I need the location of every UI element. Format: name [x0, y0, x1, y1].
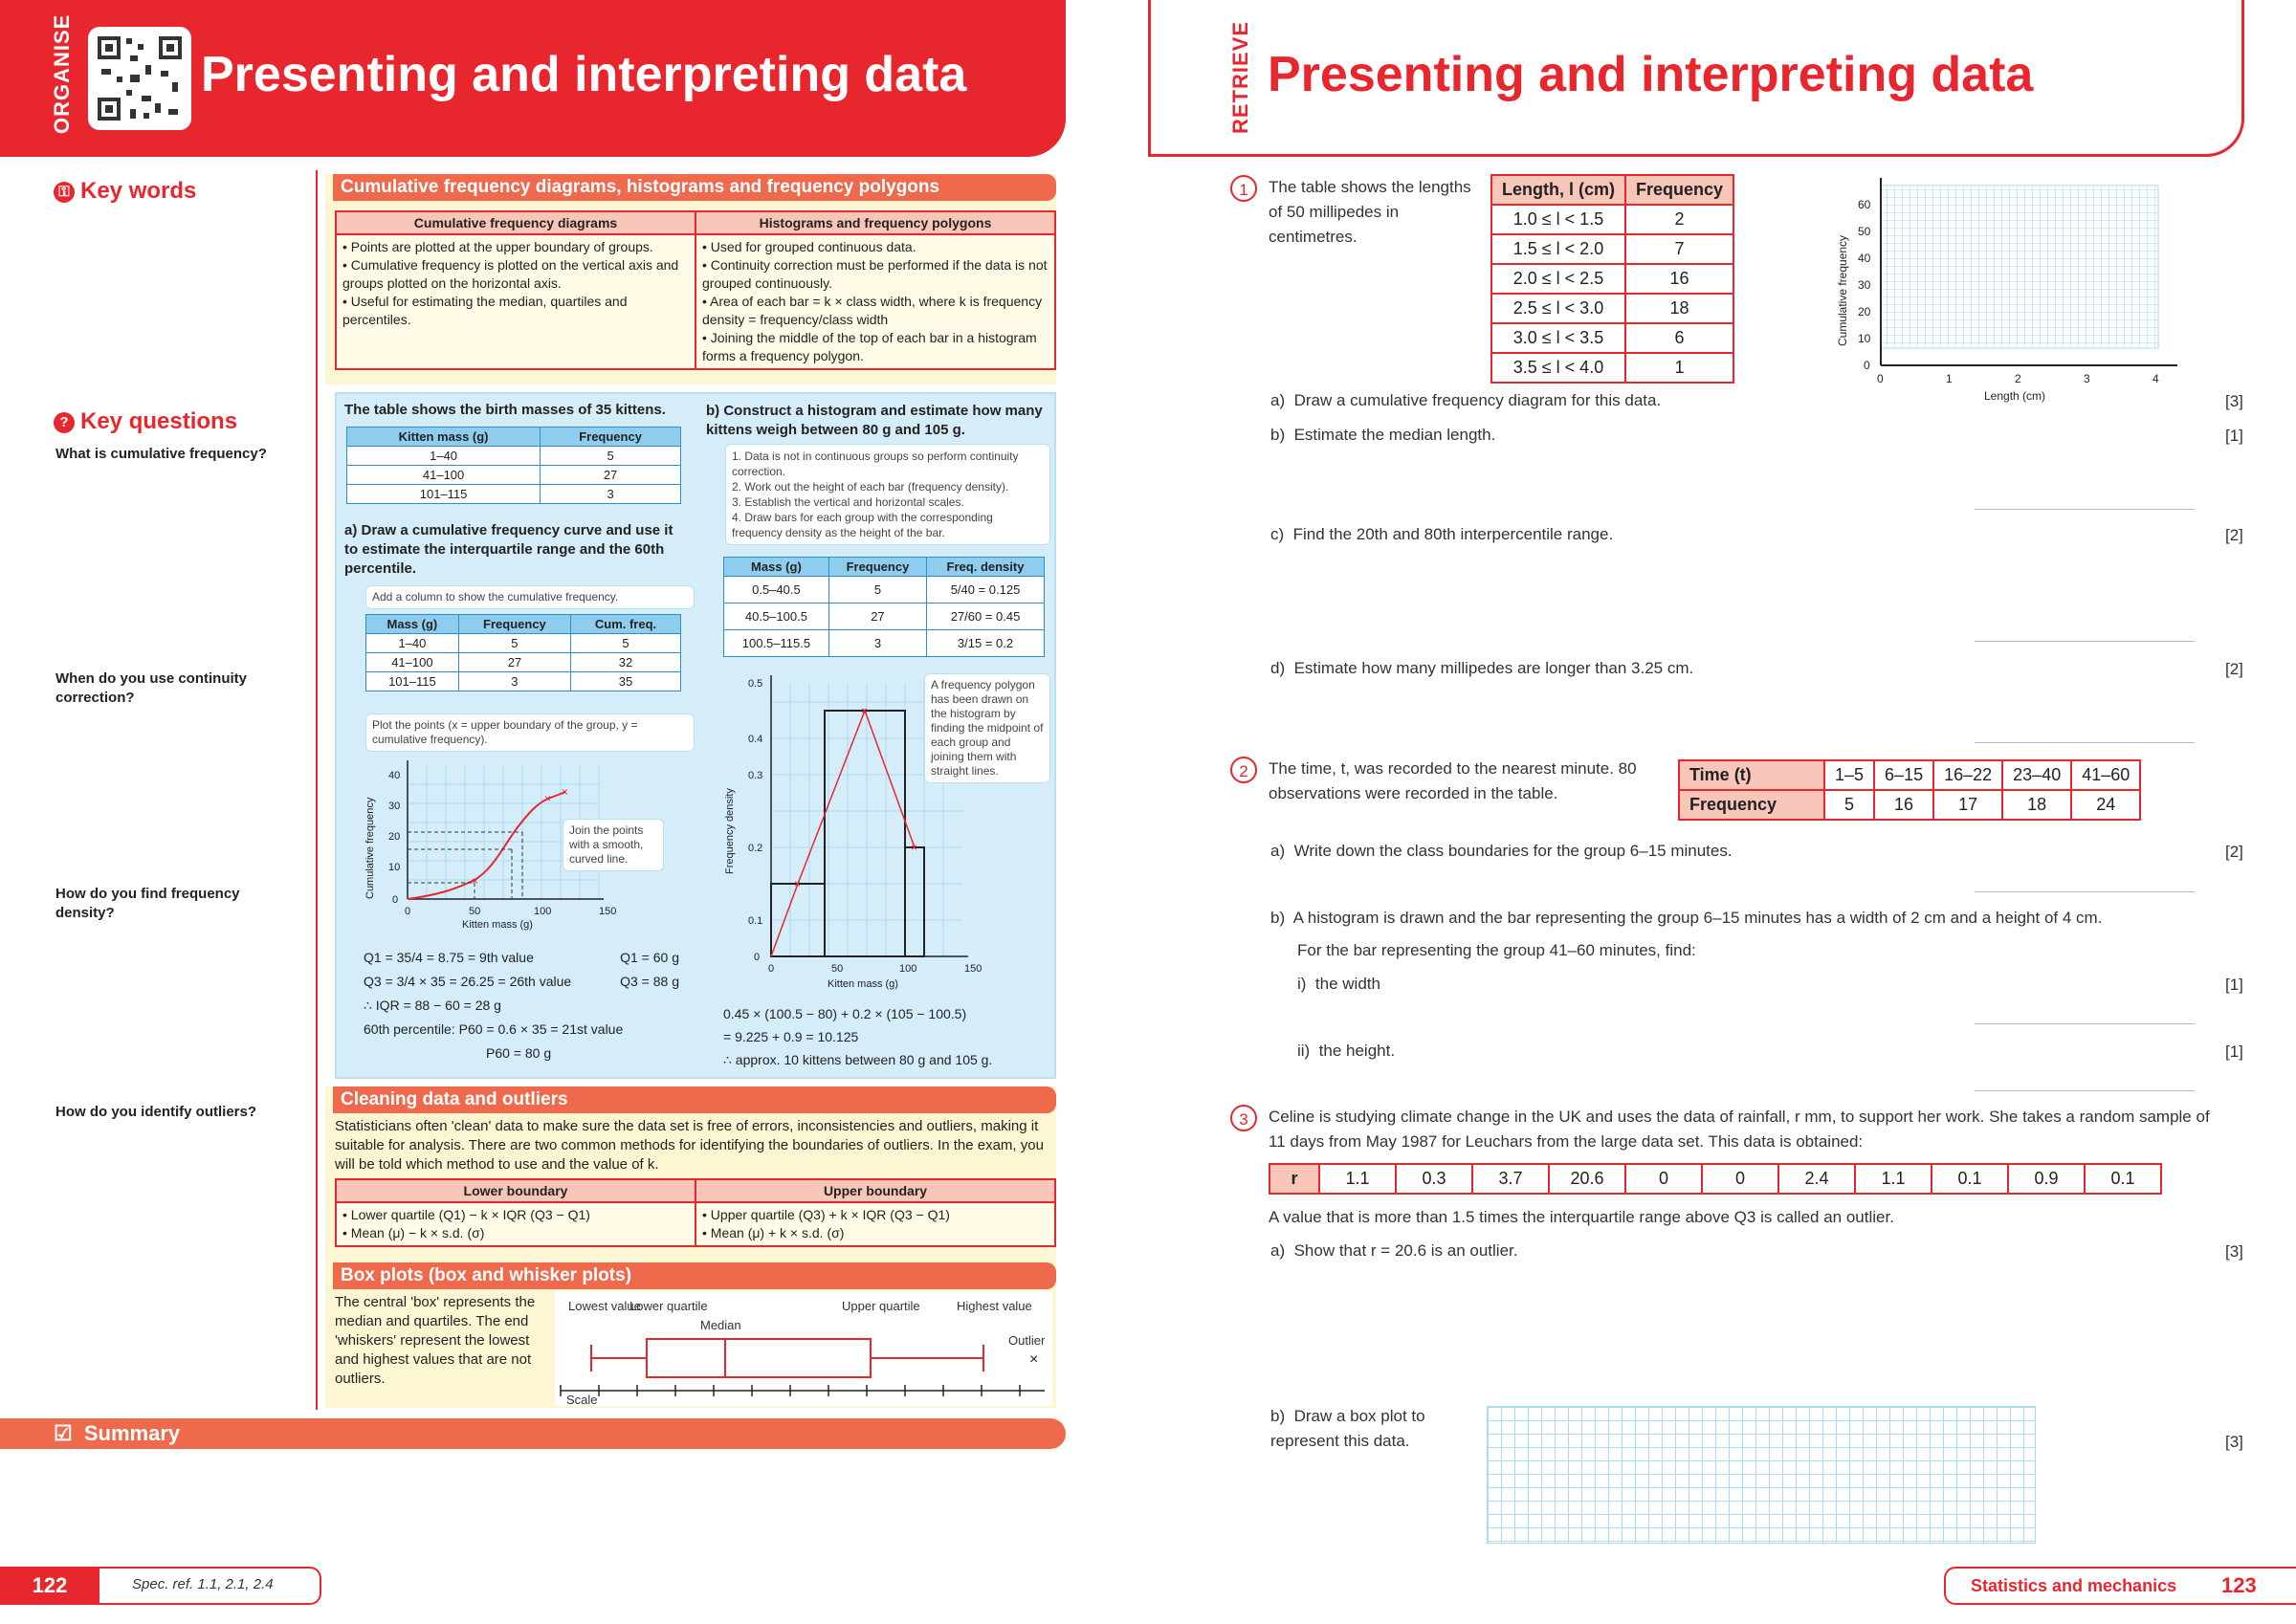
answer-line[interactable] — [1975, 742, 2195, 743]
outlier-definition: A value that is more than 1.5 times the interquartile range above Q3 is called an outlier. — [1269, 1208, 1894, 1226]
table-cell: 16–22 — [1933, 760, 2002, 790]
q1-answer-grid[interactable] — [1833, 174, 2187, 413]
marks: [3] — [2225, 392, 2243, 410]
page-number-left: 122 — [0, 1567, 99, 1605]
right-footer — [1944, 1567, 2296, 1605]
table-cell: 2.0 ≤ l < 2.5 — [1491, 264, 1625, 294]
question-3-number: 3 — [1230, 1105, 1257, 1131]
table-head: Frequency — [1625, 175, 1733, 205]
hist-point-2: • Continuity correction must be performed if the data is not grouped continuously. — [702, 257, 1048, 291]
grid-xtick: 4 — [2152, 372, 2159, 385]
grid-ytick: 20 — [1858, 305, 1871, 318]
work-line: = 9.225 + 0.9 = 10.125 — [723, 1029, 859, 1044]
table-head: Length, l (cm) — [1491, 175, 1625, 205]
answer-line[interactable] — [1975, 509, 2195, 510]
spec-ref: Spec. ref. 1.1, 2.1, 2.4 — [132, 1576, 274, 1592]
example-intro: The table shows the birth masses of 35 kittens. — [344, 402, 666, 418]
table-cell: 1 — [1625, 353, 1733, 383]
key-icon: ⚿ — [54, 182, 75, 203]
table-cell: 41–100 — [366, 653, 459, 672]
upper-rule-2: • Mean (μ) + k × s.d. (σ) — [702, 1225, 845, 1240]
part-text: the height. — [1318, 1042, 1396, 1060]
hist-ytick: 0.2 — [748, 843, 763, 854]
answer-line[interactable] — [1975, 1023, 2195, 1024]
work-line: ∴ IQR = 88 − 60 = 28 g — [364, 998, 501, 1013]
table-cell: 1.5 ≤ l < 2.0 — [1491, 234, 1625, 264]
part-text: Estimate the median length. — [1293, 426, 1496, 444]
answer-line[interactable] — [1975, 891, 2195, 892]
part-label: i) — [1297, 975, 1307, 993]
boxplot-diagram — [555, 1291, 1052, 1406]
cf-ytick: 40 — [388, 770, 401, 781]
work-line: 0.45 × (100.5 − 80) + 0.2 × (105 − 100.5) — [723, 1006, 967, 1021]
table-cell: 5 — [828, 577, 926, 604]
table-head: Cum. freq. — [571, 615, 681, 634]
table-cell: 41–100 — [347, 466, 541, 485]
part-text: Draw a box plot to represent this data. — [1270, 1407, 1425, 1450]
grid-xtick: 0 — [1877, 372, 1884, 385]
cf-section-bar: Cumulative frequency diagrams, histograms and frequency polygons — [333, 174, 1056, 201]
section-name: Statistics and mechanics — [1971, 1576, 2177, 1595]
q1-part-b — [1270, 423, 1495, 448]
table-cell: 3.5 ≤ l < 4.0 — [1491, 353, 1625, 383]
marks: [2] — [2225, 660, 2243, 678]
part-text: Write down the class boundaries for the group 6–15 minutes. — [1293, 842, 1733, 860]
hist-point-1: • Used for grouped continuous data. — [702, 239, 916, 254]
worked-answer-b — [723, 1002, 1049, 1071]
table-head: Freq. density — [927, 558, 1045, 577]
hist-xlabel: Kitten mass (g) — [828, 978, 898, 990]
lower-rule-2: • Mean (μ) − k × s.d. (σ) — [342, 1225, 485, 1240]
cf-xtick: 100 — [534, 906, 552, 917]
grid-ytick: 60 — [1858, 198, 1871, 211]
kitten-table — [346, 427, 681, 504]
table-cell: 27/60 = 0.45 — [927, 604, 1045, 630]
table-cell: 7 — [1625, 234, 1733, 264]
hist-ylabel: Frequency density — [724, 788, 736, 874]
cf-xtick: 50 — [469, 906, 481, 917]
table-cell: 18 — [1625, 294, 1733, 323]
upper-boundary-head: Upper boundary — [695, 1179, 1055, 1202]
table-cell: 1–5 — [1824, 760, 1874, 790]
table-cell: 0.5–40.5 — [724, 577, 829, 604]
table-cell: 0.9 — [2008, 1164, 2085, 1194]
grid-ytick: 30 — [1858, 278, 1871, 292]
key-question-2: When do you use continuity correction? — [55, 670, 247, 706]
table-cell: 5 — [571, 634, 681, 653]
note-plot-points: Plot the points (x = upper boundary of the group, y = cumulative frequency). — [365, 713, 695, 752]
hist-xtick: 50 — [831, 963, 844, 975]
table-cell: 5 — [458, 634, 570, 653]
work-line: ∴ approx. 10 kittens between 80 g and 105 g. — [723, 1052, 993, 1067]
table-cell: 18 — [2002, 790, 2071, 820]
left-page-title: Presenting and interpreting data — [201, 47, 967, 102]
table-cell: 17 — [1933, 790, 2002, 820]
key-words-heading: ⚿ Key words — [54, 178, 196, 205]
work-line: Q1 = 35/4 = 8.75 = 9th value — [364, 950, 534, 965]
table-cell: 3/15 = 0.2 — [927, 630, 1045, 657]
cf-compare-table — [335, 210, 1056, 370]
boxplot-text: The central 'box' represents the median and quartiles. The end 'whiskers' represent the lowest and highest values that are not outliers. — [335, 1294, 536, 1387]
label-highest-value: Highest value — [957, 1299, 1032, 1313]
note-frequency-polygon: A frequency polygon has been drawn on the histogram by finding the midpoint of each group and joining them with straight lines. — [924, 673, 1050, 783]
note-join-points: Join the points with a smooth, curved line. — [563, 819, 664, 871]
table-cell: 5 — [1824, 790, 1874, 820]
grid-xtick: 3 — [2084, 372, 2090, 385]
q2-part-bi — [1297, 972, 1380, 997]
svg-text:×: × — [911, 841, 918, 854]
part-text: Show that r = 20.6 is an outlier. — [1293, 1241, 1518, 1260]
table-cell: 27 — [828, 604, 926, 630]
table-head: Frequency — [458, 615, 570, 634]
table-cell: 5/40 = 0.125 — [927, 577, 1045, 604]
boxplot-answer-grid[interactable] — [1487, 1406, 2036, 1544]
q2-part-b-text2: For the bar representing the group 41–60 minutes, find: — [1297, 941, 1696, 959]
time-frequency-table — [1678, 759, 2141, 821]
question-b: b) Construct a histogram and estimate how many kittens weigh between 80 g and 105 g. — [706, 403, 1043, 438]
table-head: Time (t) — [1679, 760, 1824, 790]
table-cell: 23–40 — [2002, 760, 2071, 790]
table-cell: 1–40 — [366, 634, 459, 653]
hist-point-3: • Area of each bar = k × class width, where k is frequency density = frequency/class width — [702, 294, 1043, 327]
table-head: Frequency — [1679, 790, 1824, 820]
cf-ytick: 30 — [388, 801, 401, 812]
label-lower-quartile: Lower quartile — [629, 1299, 708, 1313]
cf-point-1: • Points are plotted at the upper boundary of groups. — [342, 239, 653, 254]
right-page-title: Presenting and interpreting data — [1268, 47, 2034, 102]
table-head: Mass (g) — [724, 558, 829, 577]
step-1: 1. Data is not in continuous groups so perform continuity correction. — [732, 450, 1019, 478]
table-cell: 0.3 — [1396, 1164, 1472, 1194]
table-cell: 41–60 — [2071, 760, 2140, 790]
table-cell: 32 — [571, 653, 681, 672]
table-cell: 101–115 — [347, 485, 541, 504]
answer-line[interactable] — [1975, 641, 2195, 642]
cf-ytick: 0 — [392, 894, 399, 906]
cf-ytick: 20 — [388, 831, 401, 843]
svg-text:×: × — [861, 704, 869, 717]
q1-part-d — [1270, 656, 1693, 681]
q2-part-b — [1270, 906, 2102, 931]
table-cell: 1.1 — [1855, 1164, 1932, 1194]
grid-xlabel: Length (cm) — [1984, 389, 2046, 403]
work-line: Q1 = 60 g — [620, 950, 679, 965]
part-label: b) — [1270, 1407, 1286, 1425]
q3-part-a — [1270, 1239, 1517, 1263]
q3-part-b — [1270, 1404, 1462, 1454]
cleaning-text: Statisticians often 'clean' data to make sure the data set is free of errors, inconsistencies and outliers, making it suitable for analysis. There are two common methods for identifying the boundaries of outliers. In the exam, you will be told which method to use and the value of k. — [335, 1118, 1044, 1173]
step-3: 3. Establish the vertical and horizontal scales. — [732, 495, 964, 509]
qr-code-icon[interactable] — [88, 27, 191, 130]
marks: [3] — [2225, 1242, 2243, 1261]
cleaning-section-bar: Cleaning data and outliers — [333, 1086, 1056, 1113]
label-outlier: Outlier — [1008, 1333, 1046, 1348]
work-line: P60 = 80 g — [486, 1045, 552, 1061]
hist-ytick: 0 — [754, 952, 761, 963]
cf-xtick: 150 — [599, 906, 617, 917]
table-cell: 3 — [828, 630, 926, 657]
cf-xtick: 0 — [405, 906, 411, 917]
table-cell: 3.0 ≤ l < 3.5 — [1491, 323, 1625, 353]
kitten-table-head: Kitten mass (g) — [347, 428, 541, 447]
table-cell: 5 — [541, 447, 681, 466]
hist-ytick: 0.3 — [748, 770, 763, 781]
table-cell: 2 — [1625, 205, 1733, 234]
table-cell: 0.1 — [2085, 1164, 2161, 1194]
step-2: 2. Work out the height of each bar (frequency density). — [732, 480, 1009, 494]
summary-bar[interactable] — [0, 1418, 1066, 1449]
table-cell: 16 — [1874, 790, 1933, 820]
cf-ylabel: Cumulative frequency — [364, 797, 376, 899]
q2-part-bii — [1297, 1039, 1395, 1064]
part-text: the width — [1314, 975, 1380, 993]
part-label: a) — [1270, 391, 1286, 409]
table-cell: 27 — [541, 466, 681, 485]
lower-boundary-head: Lower boundary — [336, 1179, 695, 1202]
part-label: b) — [1270, 909, 1286, 927]
grid-ylabel: Cumulative frequency — [1836, 234, 1849, 346]
cf-xlabel: Kitten mass (g) — [462, 919, 533, 931]
freq-density-table — [723, 557, 1045, 657]
table-cell: 1–40 — [347, 447, 541, 466]
grid-xtick: 2 — [2015, 372, 2021, 385]
table-head: Frequency — [828, 558, 926, 577]
grid-ytick: 10 — [1858, 332, 1871, 345]
upper-rule-1: • Upper quartile (Q3) + k × IQR (Q3 − Q1) — [702, 1207, 950, 1222]
cf-col1-head: Cumulative frequency diagrams — [336, 211, 695, 234]
millipede-table — [1490, 174, 1734, 384]
hist-point-4: • Joining the middle of the top of each bar in a histogram forms a frequency polygon. — [702, 330, 1037, 363]
boundary-table — [335, 1178, 1056, 1247]
cf-ytick: 10 — [388, 862, 401, 873]
svg-text:×: × — [794, 877, 802, 890]
label-median: Median — [700, 1318, 741, 1332]
part-label: b) — [1270, 426, 1286, 444]
table-cell: 3 — [458, 672, 570, 691]
cumfreq-table — [365, 614, 681, 691]
hist-xtick: 150 — [964, 963, 982, 975]
key-questions-heading: ? Key questions — [54, 408, 237, 435]
work-line: 60th percentile: P60 = 0.6 × 35 = 21st value — [364, 1021, 624, 1037]
table-head: r — [1269, 1164, 1319, 1194]
table-cell: 101–115 — [366, 672, 459, 691]
question-1-number: 1 — [1230, 175, 1257, 202]
hist-xtick: 100 — [899, 963, 917, 975]
table-cell: 2.5 ≤ l < 3.0 — [1491, 294, 1625, 323]
label-upper-quartile: Upper quartile — [842, 1299, 920, 1313]
grid-ytick: 50 — [1858, 225, 1871, 238]
work-line: Q3 = 88 g — [620, 974, 679, 989]
part-text: A histogram is drawn and the bar representing the group 6–15 minutes has a width of 2 cm and a height of 4 cm. — [1292, 909, 2103, 927]
table-cell: 20.6 — [1549, 1164, 1625, 1194]
table-cell: 24 — [2071, 790, 2140, 820]
answer-line[interactable] — [1975, 1090, 2195, 1091]
table-cell: 0.1 — [1932, 1164, 2008, 1194]
question-icon: ? — [54, 412, 75, 433]
table-cell: 6 — [1625, 323, 1733, 353]
hist-ytick: 0.4 — [748, 734, 763, 745]
worked-answer-a — [364, 949, 679, 1063]
table-cell: 1.0 ≤ l < 1.5 — [1491, 205, 1625, 234]
column-divider — [316, 170, 318, 1410]
check-icon: ☑ — [54, 1421, 73, 1445]
part-label: a) — [1270, 1241, 1286, 1260]
boxplot-section-bar: Box plots (box and whisker plots) — [333, 1262, 1056, 1289]
part-label: d) — [1270, 659, 1286, 677]
table-cell: 16 — [1625, 264, 1733, 294]
step-4: 4. Draw bars for each group with the corresponding frequency density as the height of the bar. — [732, 511, 993, 539]
left-footer — [0, 1567, 321, 1605]
table-cell: 3.7 — [1472, 1164, 1549, 1194]
table-head: Mass (g) — [366, 615, 459, 634]
question-2-text: The time, t, was recorded to the nearest minute. 80 observations were recorded in the table. — [1269, 759, 1637, 802]
marks: [3] — [2225, 1433, 2243, 1451]
table-cell: 27 — [458, 653, 570, 672]
cf-point-2: • Cumulative frequency is plotted on the vertical axis and groups plotted on the horizontal axis. — [342, 257, 679, 291]
part-label: ii) — [1297, 1042, 1311, 1060]
page-number-right: 123 — [2221, 1573, 2257, 1597]
lower-rule-1: • Lower quartile (Q1) − k × IQR (Q3 − Q1) — [342, 1207, 590, 1222]
table-cell: 0 — [1702, 1164, 1778, 1194]
key-question-3: How do you find frequency density? — [55, 886, 240, 921]
q1-part-a — [1270, 388, 1661, 413]
table-cell: 100.5–115.5 — [724, 630, 829, 657]
table-cell: 35 — [571, 672, 681, 691]
hist-ytick: 0.1 — [748, 915, 763, 927]
q1-part-c — [1270, 522, 1613, 547]
table-cell: 0 — [1625, 1164, 1702, 1194]
label-lowest-value: Lowest value — [568, 1299, 641, 1313]
grid-ytick: 40 — [1858, 252, 1871, 265]
note-add-column: Add a column to show the cumulative frequency. — [365, 585, 695, 609]
hist-ytick: 0.5 — [748, 678, 763, 690]
marks: [2] — [2225, 526, 2243, 544]
marks: [1] — [2225, 427, 2243, 445]
part-text: Draw a cumulative frequency diagram for this data. — [1293, 391, 1662, 409]
svg-text:×: × — [1029, 1351, 1039, 1368]
svg-text:×: × — [472, 874, 479, 888]
summary-label: Summary — [83, 1421, 181, 1445]
key-question-1: What is cumulative frequency? — [55, 446, 267, 462]
part-text: Estimate how many millipedes are longer than 3.25 cm. — [1293, 659, 1694, 677]
histogram-steps — [725, 444, 1050, 545]
q2-part-a — [1270, 839, 1733, 864]
kitten-table-head: Frequency — [541, 428, 681, 447]
marks: [1] — [2225, 976, 2243, 994]
marks: [1] — [2225, 1042, 2243, 1061]
svg-text:×: × — [544, 792, 552, 805]
table-cell: 3 — [541, 485, 681, 504]
grid-xtick: 1 — [1946, 372, 1953, 385]
part-label: a) — [1270, 842, 1286, 860]
question-3-text: Celine is studying climate change in the UK and uses the data of rainfall, r mm, to support her work. She takes a random sample of 11 days from May 1987 for Leuchars from the large data set. This data is obtained: — [1269, 1108, 2210, 1151]
question-2-number: 2 — [1230, 757, 1257, 783]
question-1-text: The table shows the lengths of 50 millipedes in centimetres. — [1269, 178, 1471, 246]
cf-point-3: • Useful for estimating the median, quartiles and percentiles. — [342, 294, 628, 327]
hist-xtick: 0 — [768, 963, 775, 975]
marks: [2] — [2225, 843, 2243, 861]
table-cell: 1.1 — [1319, 1164, 1396, 1194]
cf-col2-head: Histograms and frequency polygons — [695, 211, 1055, 234]
svg-text:×: × — [562, 785, 569, 799]
key-question-4: How do you identify outliers? — [55, 1104, 256, 1120]
work-line: Q3 = 3/4 × 35 = 26.25 = 26th value — [364, 974, 572, 989]
part-text: Find the 20th and 80th interpercentile range. — [1292, 525, 1614, 543]
part-label: c) — [1270, 525, 1285, 543]
table-cell: 2.4 — [1778, 1164, 1855, 1194]
table-cell: 40.5–100.5 — [724, 604, 829, 630]
table-cell: 6–15 — [1874, 760, 1933, 790]
grid-ytick: 0 — [1864, 359, 1870, 372]
question-a: a) Draw a cumulative frequency curve and use it to estimate the interquartile range and the 60th percentile. — [344, 522, 673, 577]
rainfall-table — [1269, 1163, 2162, 1195]
organise-label: ORGANISE — [50, 13, 74, 134]
label-scale: Scale — [566, 1393, 598, 1406]
retrieve-label: RETRIEVE — [1228, 20, 1252, 134]
